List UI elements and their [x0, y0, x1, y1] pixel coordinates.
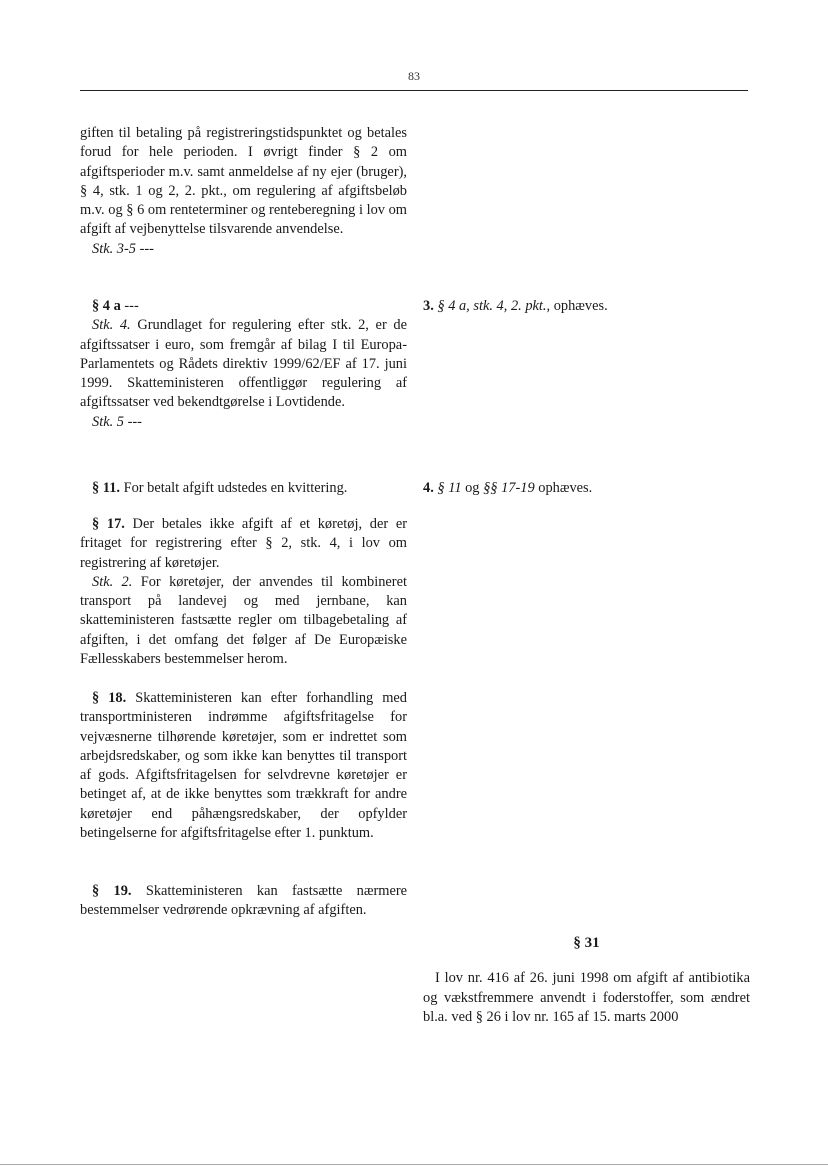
section-text: Der betales ikke afgift af et køretøj, der er fritaget for registrering efter § 2, stk. 4, i lov om registrering af køretøjer. [80, 516, 407, 571]
stk-rest: --- [123, 413, 142, 430]
amendment-ref: § 4 a, stk. 4, 2. pkt., [433, 298, 551, 314]
stk-label: Stk. 4. [92, 317, 131, 334]
stk-rest: --- [135, 240, 154, 257]
continuation-text: giften til betaling på registreringstidspunktet og betales forud for hele perioden. I øvrigt finder § 2 om afgiftsperioder m.v. samt anmeldelse af ny ejer (bruger), § 4, stk. 1 og 2, 2. pkt., om regulering af afgiftsbeløb m.v. og § 6 om renteterminer og renteberegning i lov om afgift af vejbenyttelse tilsvarende anvendelse. [80, 125, 407, 238]
stk-4 [80, 316, 407, 412]
page-number: 83 [408, 69, 420, 83]
section-31-heading: § 31 [573, 935, 600, 951]
stk-label: Stk. 5 [92, 413, 124, 430]
footer-rule [0, 1164, 828, 1165]
header-rule [80, 90, 748, 91]
stk-text: Grundlaget for regulering efter stk. 2, er de afgiftssatser i euro, som fremgår af bilag I til Europa-Parlamentets og Rådets direktiv 1999/62/EF af 17. juni 1999. Skatteministeren offentliggør regulering af afgiftssatser ved bekendtgørelse i Lovtidende. [80, 317, 407, 411]
section-number: § 11. [92, 480, 120, 496]
section-17 [80, 515, 407, 669]
section-19-text [80, 882, 407, 921]
stk-label: Stk. 2. [92, 573, 133, 590]
section-text: Skatteministeren kan efter forhandling med transportministeren indrømme afgiftsfritagelse for vejvæsnerne tilhørende køretøjer, som er indrettet som arbejdsredskaber, og som ikke kan benyttes til transport af gods. Afgiftsfritagelsen for selvdrevne køretøjer er betinget af, at de ikke benyttes som trækkraft for andre køretøjer end påhængsredskaber, der opfylder betingelserne for afgiftsfritagelse efter 1. punktum. [80, 690, 408, 842]
section-31-text: I lov nr. 416 af 26. juni 1998 om afgift af antibiotika og vækstfremmere anvendt i foderstoffer, som ændret bl.a. ved § 26 i lov nr. 165 af 15. marts 2000 [423, 970, 750, 1025]
section-number: § 4 a [92, 298, 121, 314]
section-number: § 18. [92, 690, 127, 706]
section-31 [423, 934, 750, 1027]
amendment-number: 4. [423, 480, 434, 496]
section-text: Skatteministeren kan fastsætte nærmere bestemmelser vedrørende opkrævning af afgiften. [80, 883, 408, 919]
amendment-number: 3. [423, 298, 434, 314]
amendment-3-text [423, 297, 750, 316]
amendment-4-text [423, 479, 750, 498]
section-text: For betalt afgift udstedes en kvittering. [120, 480, 348, 496]
paragraph-continuation [80, 124, 407, 259]
section-number: § 19. [92, 883, 132, 899]
section-4a [80, 297, 407, 432]
stk-2 [80, 573, 407, 669]
heading-rest: --- [120, 298, 139, 314]
amendment-text: ophæves. [534, 480, 593, 496]
section-18-text [80, 689, 407, 843]
amendment-mid: og [461, 480, 484, 496]
section-11 [80, 479, 407, 498]
stk-text: For køretøjer, der anvendes til kombineret transport på landevej og med jernbane, kan skatteministeren fastsætte regler om tilbagebetaling af afgiften, i det omfang det følger af De Europæiske Fællesskabers bestemmelser herom. [80, 573, 407, 668]
section-number: § 17. [92, 516, 125, 532]
stk-label: Stk. 3-5 [92, 240, 136, 257]
amendment-ref-1: § 11 [433, 480, 462, 496]
section-4a-heading [80, 297, 407, 316]
amendment-4 [423, 479, 750, 498]
stk-5 [80, 413, 407, 432]
section-18 [80, 689, 407, 843]
stk-3-5 [80, 240, 407, 259]
amendment-ref-2: §§ 17-19 [483, 480, 535, 496]
amendment-text: ophæves. [550, 298, 608, 314]
amendment-3 [423, 297, 750, 316]
section-19 [80, 882, 407, 921]
section-17-text [80, 515, 407, 573]
section-11-text [80, 479, 407, 498]
